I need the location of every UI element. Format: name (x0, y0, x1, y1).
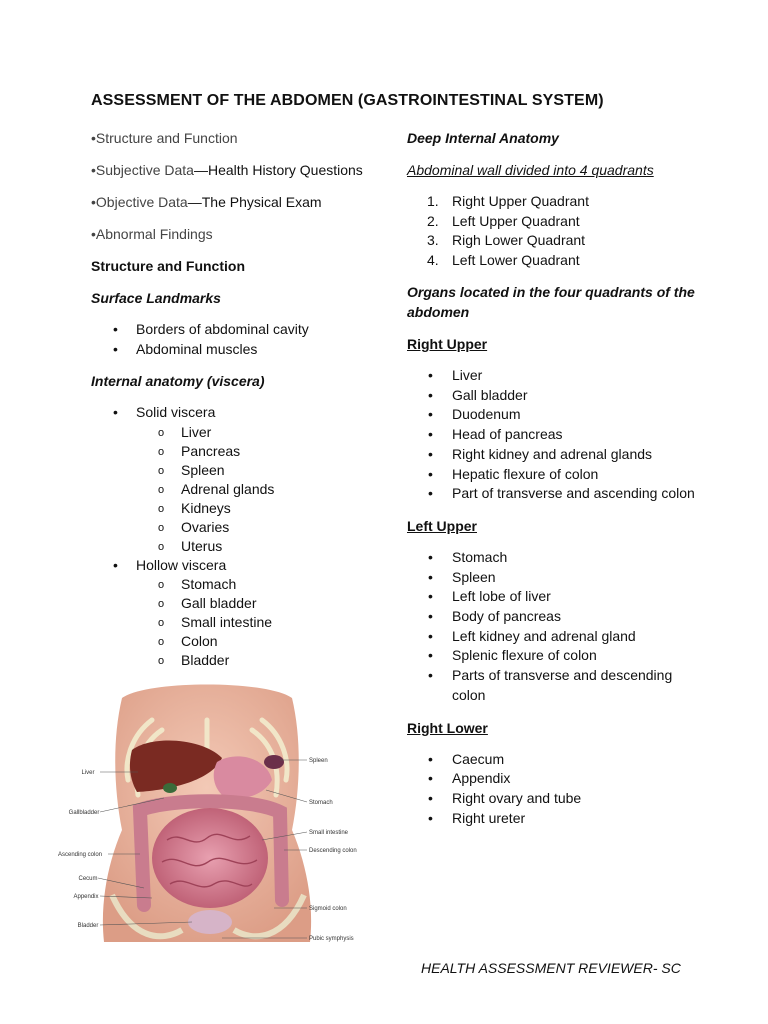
figure-label-sigmoid-colon: Sigmoid colon (309, 906, 347, 912)
list-item: • Part of transverse and ascending colon (407, 484, 707, 504)
list-item: • Gall bladder (407, 386, 707, 406)
list-item: o Colon (91, 632, 381, 651)
list-number: 2. (427, 212, 439, 229)
quadrant-list (407, 192, 707, 270)
intro-text-extra: —Health History Questions (193, 162, 363, 178)
viscera-list (91, 556, 381, 576)
page-title: ASSESSMENT OF THE ABDOMEN (GASTROINTESTINAL SYSTEM) (91, 92, 604, 109)
list-item: • Liver (407, 366, 707, 386)
solid-viscera-sublist (91, 423, 381, 556)
right-lower-list (407, 750, 707, 829)
list-item: o Adrenal glands (91, 480, 381, 499)
organs-heading: Organs located in the four quadrants of the abdomen (407, 284, 695, 320)
left-column (91, 128, 381, 670)
right-upper-list (407, 366, 707, 504)
list-item: • Right kidney and adrenal glands (407, 445, 707, 465)
intro-line (91, 128, 381, 148)
list-label: Right Upper Quadrant (452, 193, 589, 209)
abdomen-anatomy-figure (52, 680, 364, 950)
intro-text: •Structure and Function (91, 130, 238, 146)
figure-label-pubic-symphysis: Pubic symphysis (309, 936, 354, 942)
list-item: • Spleen (407, 568, 707, 588)
list-item: • Right ureter (407, 809, 707, 829)
spleen-shape (264, 755, 284, 769)
hollow-viscera-label: Hollow viscera (136, 556, 227, 573)
list-item (407, 231, 707, 251)
list-label: Righ Lower Quadrant (452, 232, 586, 248)
list-number: 1. (427, 193, 439, 209)
figure-label-spleen: Spleen (309, 758, 328, 764)
right-lower-heading: Right Lower (407, 719, 488, 736)
figure-label-cecum: Cecum (78, 876, 98, 882)
figure-label-gallbladder: Gallbladder (68, 810, 100, 816)
intro-text: •Abnormal Findings (91, 226, 213, 242)
internal-anatomy-heading: Internal anatomy (viscera) (91, 373, 265, 389)
left-upper-heading: Left Upper (407, 517, 477, 534)
list-item: o Pancreas (91, 442, 381, 461)
small-intestine-shape (152, 808, 268, 908)
list-item: • Borders of abdominal cavity (91, 320, 381, 340)
list-item: • Hepatic flexure of colon (407, 465, 707, 485)
viscera-list (91, 403, 381, 423)
intro-text: •Objective Data (91, 194, 188, 210)
surface-landmarks-list (91, 320, 381, 359)
list-label: Left Lower Quadrant (452, 251, 580, 268)
hollow-viscera-item (91, 556, 381, 576)
quadrant-intro: Abdominal wall divided into 4 quadrants (407, 162, 654, 178)
figure-label-appendix: Appendix (73, 894, 99, 900)
figure-label-bladder: Bladder (77, 923, 99, 929)
list-item: o Ovaries (91, 518, 381, 537)
list-number: 3. (427, 232, 439, 248)
intro-line (91, 160, 381, 180)
solid-viscera-label: Solid viscera (136, 404, 216, 420)
list-item: • Splenic flexure of colon (407, 646, 707, 666)
list-number: 4. (427, 251, 439, 268)
list-item: o Spleen (91, 461, 381, 480)
intro-line (91, 224, 381, 244)
bladder-shape (188, 910, 232, 934)
figure-label-descending-colon: Descending colon (309, 848, 357, 854)
page-footer: HEALTH ASSESSMENT REVIEWER- SC (421, 960, 681, 976)
gallbladder-shape (163, 783, 177, 793)
figure-label-stomach: Stomach (309, 800, 333, 806)
list-item: • Caecum (407, 750, 707, 770)
deep-anatomy-heading: Deep Internal Anatomy (407, 130, 559, 146)
list-item (407, 212, 707, 232)
list-item: o Liver (91, 423, 381, 442)
list-item: • Abdominal muscles (91, 340, 381, 360)
list-item (407, 251, 707, 271)
list-item: • Body of pancreas (407, 607, 707, 627)
list-item: • Left kidney and adrenal gland (407, 627, 707, 647)
list-item: o Gall bladder (91, 594, 381, 613)
list-item (407, 192, 707, 212)
right-upper-heading: Right Upper (407, 336, 488, 352)
list-item: • Head of pancreas (407, 425, 707, 445)
intro-text: •Subjective Data (91, 162, 194, 178)
intro-line (91, 192, 381, 212)
list-item: • Right ovary and tube (407, 789, 707, 809)
right-column (407, 128, 707, 828)
hollow-viscera-sublist (91, 575, 381, 670)
list-item: o Stomach (91, 575, 381, 594)
surface-landmarks-heading: Surface Landmarks (91, 290, 221, 306)
list-item: • Parts of transverse and descending colon (407, 666, 707, 705)
left-upper-list (407, 548, 707, 706)
list-item: • Left lobe of liver (407, 587, 707, 607)
list-item: • Stomach (407, 548, 707, 568)
figure-label-small-intestine: Small intestine (309, 830, 349, 836)
list-item: o Small intestine (91, 613, 381, 632)
figure-label-ascending-colon: Ascending colon (57, 852, 103, 858)
intro-text-extra: —The Physical Exam (187, 194, 322, 210)
solid-viscera-item (91, 403, 381, 423)
structure-heading: Structure and Function (91, 258, 245, 274)
figure-label-liver: Liver (81, 770, 95, 776)
list-item: o Kidneys (91, 499, 381, 518)
list-item: o Uterus (91, 537, 381, 556)
list-label: Left Upper Quadrant (452, 212, 580, 229)
list-item: • Duodenum (407, 405, 707, 425)
list-item: o Bladder (91, 651, 381, 670)
list-item: • Appendix (407, 769, 707, 789)
